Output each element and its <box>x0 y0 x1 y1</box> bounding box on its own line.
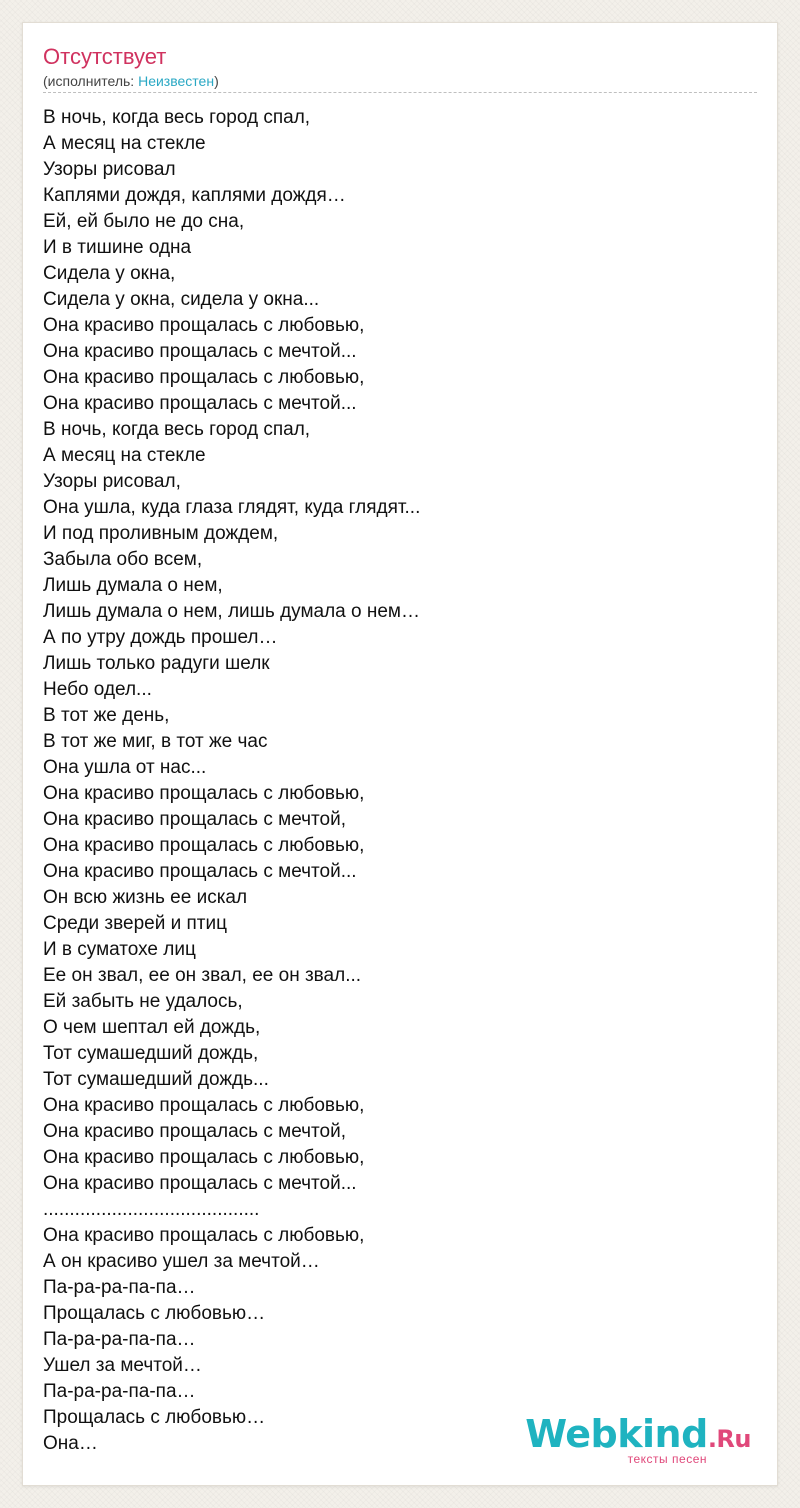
lyric-line: Па-ра-ра-па-па… <box>43 1277 196 1298</box>
lyric-line: И в тишине одна <box>43 237 192 258</box>
lyric-line: Она ушла, куда глаза глядят, куда глядят... <box>43 497 421 518</box>
lyric-line: О чем шептал ей дождь, <box>43 1017 261 1038</box>
lyric-line: Па-ра-ра-па-па… <box>43 1381 196 1402</box>
lyric-line: Ей забыть не удалось, <box>43 991 243 1012</box>
artist-prefix: (исполнитель: <box>43 73 139 89</box>
lyric-line: Лишь только радуги шелк <box>43 653 270 674</box>
lyric-line: Каплями дождя, каплями дождя… <box>43 185 346 206</box>
lyric-line: Прощалась с любовью… <box>43 1407 266 1428</box>
lyric-line: Она красиво прощалась с любовью, <box>43 1147 365 1168</box>
lyric-line: Она… <box>43 1433 98 1454</box>
lyric-line: В ночь, когда весь город спал, <box>43 419 311 440</box>
lyric-line: Она красиво прощалась с любовью, <box>43 367 365 388</box>
lyric-line: Па-ра-ра-па-па… <box>43 1329 196 1350</box>
lyric-line: А месяц на стекле <box>43 133 206 154</box>
logo-tagline: тексты песен <box>627 1452 707 1466</box>
lyric-line: Она ушла от нас... <box>43 757 207 778</box>
lyric-line: Узоры рисовал, <box>43 471 181 492</box>
lyric-line: Среди зверей и птиц <box>43 913 227 934</box>
lyric-line: Она красиво прощалась с любовью, <box>43 835 365 856</box>
logo-main-text: Webkind <box>525 1412 708 1456</box>
lyric-line: А по утру дождь прошел… <box>43 627 278 648</box>
lyric-line: Небо одел... <box>43 679 152 700</box>
lyric-line: Сидела у окна, сидела у окна... <box>43 289 320 310</box>
logo-tld-text: .Ru <box>707 1425 751 1453</box>
artist-name-link[interactable]: Неизвестен <box>138 73 215 89</box>
lyric-line: Она красиво прощалась с мечтой... <box>43 861 357 882</box>
lyric-line: А он красиво ушел за мечтой… <box>43 1251 320 1272</box>
lyric-line: Узоры рисовал <box>43 159 176 180</box>
lyric-line: Она красиво прощалась с любовью, <box>43 1225 365 1246</box>
lyric-line: В тот же миг, в тот же час <box>43 731 268 752</box>
lyric-line: Она красиво прощалась с мечтой... <box>43 341 357 362</box>
lyric-line: Лишь думала о нем, лишь думала о нем… <box>43 601 420 622</box>
lyric-line: ......................................... <box>43 1199 260 1220</box>
lyrics-text <box>43 105 757 1457</box>
lyric-line: Она красиво прощалась с любовью, <box>43 783 365 804</box>
lyric-line: Ее он звал, ее он звал, ее он звал... <box>43 965 362 986</box>
lyric-line: И под проливным дождем, <box>43 523 279 544</box>
lyric-line: Она красиво прощалась с любовью, <box>43 1095 365 1116</box>
lyrics-card <box>22 22 778 1486</box>
lyric-line: Она красиво прощалась с мечтой, <box>43 809 346 830</box>
lyric-line: Она красиво прощалась с мечтой, <box>43 1121 346 1142</box>
lyric-line: Она красиво прощалась с мечтой... <box>43 393 357 414</box>
lyric-line: Ей, ей было не до сна, <box>43 211 245 232</box>
song-header <box>43 42 757 93</box>
lyric-line: Ушел за мечтой… <box>43 1355 202 1376</box>
artist-suffix: ) <box>214 73 219 89</box>
lyric-line: Лишь думала о нем, <box>43 575 223 596</box>
lyric-line: В тот же день, <box>43 705 170 726</box>
lyric-line: Сидела у окна, <box>43 263 176 284</box>
lyric-line: Прощалась с любовью… <box>43 1303 266 1324</box>
lyric-line: Тот сумашедший дождь, <box>43 1043 259 1064</box>
song-title: Отсутствует <box>43 44 167 69</box>
lyric-line: Она красиво прощалась с мечтой... <box>43 1173 357 1194</box>
lyric-line: И в суматохе лиц <box>43 939 196 960</box>
lyric-line: А месяц на стекле <box>43 445 206 466</box>
lyric-line: Забыла обо всем, <box>43 549 203 570</box>
lyric-line: Она красиво прощалась с любовью, <box>43 315 365 336</box>
lyric-line: Он всю жизнь ее искал <box>43 887 248 908</box>
lyric-line: Тот сумашедший дождь... <box>43 1069 269 1090</box>
webkind-logo <box>525 1414 751 1465</box>
artist-line <box>43 72 757 93</box>
lyric-line: В ночь, когда весь город спал, <box>43 107 311 128</box>
